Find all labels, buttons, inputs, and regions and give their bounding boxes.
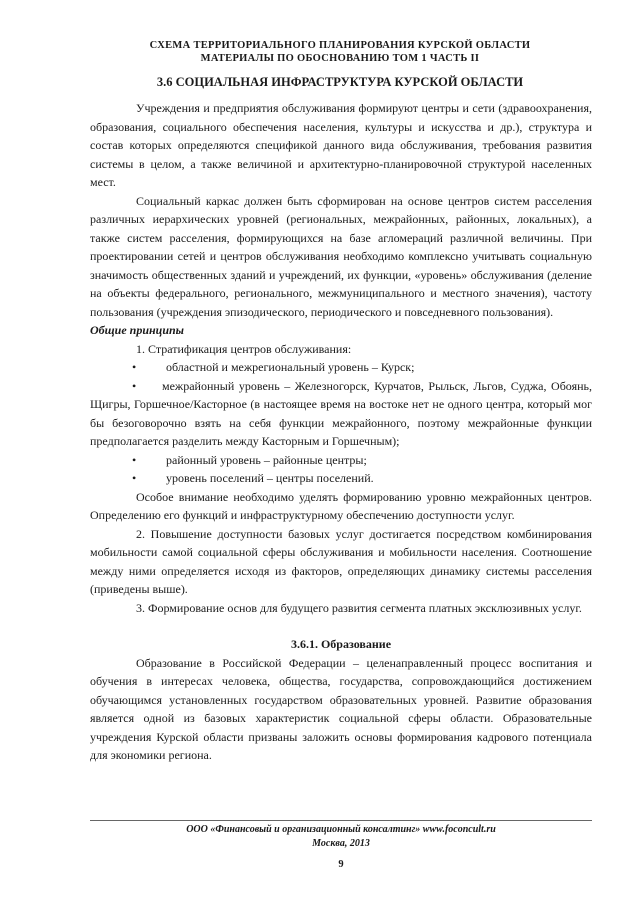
bullet-marker: •: [132, 452, 137, 467]
paragraph: Социальный каркас должен быть сформирован на основе центров систем расселения различных иерархических уровней (региональных, межрайонных, районных, локальных), а также систем расселения, формирующихся на базе агломераций различной величины. При проектировании сетей и центров обслуживания необходимо комплексно учитывать социальную значимость общественных зданий и учреждений, их функции, «уровень» обслуживания (деление на объекты федерального, регионального, межмуниципального и местного значения), частоту пользования (учреждения эпизодического, периодического и повседневного пользования).: [90, 193, 592, 319]
header-subtitle: МАТЕРИАЛЫ ПО ОБОСНОВАНИЮ ТОМ 1 ЧАСТЬ II: [200, 53, 480, 64]
bullet-text: уровень поселений – центры поселений.: [166, 471, 374, 485]
bullet-item: [90, 377, 592, 451]
footer-city-year: Москва, 2013: [312, 838, 370, 849]
principles-heading: Общие принципы: [90, 323, 185, 337]
list-item: 3. Формирование основ для будущего развития сегмента платных эксклюзивных услуг.: [136, 600, 582, 615]
header-title: СХЕМА ТЕРРИТОРИАЛЬНОГО ПЛАНИРОВАНИЯ КУРСКОЙ ОБЛАСТИ: [149, 40, 531, 51]
bullet-text: районный уровень – районные центры;: [166, 452, 367, 467]
bullet-item: [90, 358, 592, 377]
section-title: 3.6 СОЦИАЛЬНАЯ ИНФРАСТРУКТУРА КУРСКОЙ ОБЛАСТИ: [156, 75, 524, 89]
bullet-item: [90, 451, 592, 470]
bullet-text: межрайонный уровень – Железногорск, Курчатов, Рыльск, Льгов, Суджа, Обоянь, Щигры, Горшечное/Касторное (в настоящее время на востоке нет не одного центра, который мог бы безоговорочно взять на себя функции межрайонного, поэтому межрайонные функции предполагается разделить между Касторным и Горшечным);: [90, 378, 592, 448]
footer-divider: [90, 820, 592, 821]
bullet-marker: •: [132, 471, 137, 485]
paragraph: Образование в Российской Федерации – целенаправленный процесс воспитания и обучения в интересах человека, общества, государства, сопровождающийся достижением обучающимся установленных государством образовательных уровней. Развитие образования является одной из базовых характеристик социальной сферы области. Образовательные учреждения Курской области призваны заложить основы формирования кадрового потенциала для экономики региона.: [90, 655, 592, 762]
footer-company: ООО «Финансовый и организационный консалтинг» www.foconcult.ru: [186, 824, 496, 835]
list-item: 2. Повышение доступности базовых услуг достигается посредством комбинирования мобильности самой социальной сферы обслуживания и мобильности населения. Соотношение между ними определяется исходя из факторов, определяющих динамику системы расселения (приведены выше).: [90, 526, 592, 596]
bullet-item: [90, 469, 592, 488]
subsection-heading: 3.6.1. Образование: [290, 637, 392, 651]
bullet-marker: •: [132, 378, 137, 393]
paragraph: Особое внимание необходимо уделять формированию уровню межрайонных центров. Определению его функций и инфраструктурному обеспечению доступности услуг.: [90, 489, 592, 522]
bullet-text: областной и межрегиональный уровень – Курск;: [166, 360, 415, 374]
body-text: [90, 99, 592, 765]
bullet-marker: •: [132, 360, 137, 374]
page-number: 9: [338, 859, 344, 870]
paragraph: Учреждения и предприятия обслуживания формируют центры и сети (здравоохранения, образования, социального обеспечения населения, культуры и искусства и др.), структура и состав которых определяются спецификой данного вида обслуживания, требования развития системы в целом, а также величиной и архитектурно-планировочной структурой населенных мест.: [90, 101, 592, 189]
list-item: 1. Стратификация центров обслуживания:: [136, 341, 352, 356]
